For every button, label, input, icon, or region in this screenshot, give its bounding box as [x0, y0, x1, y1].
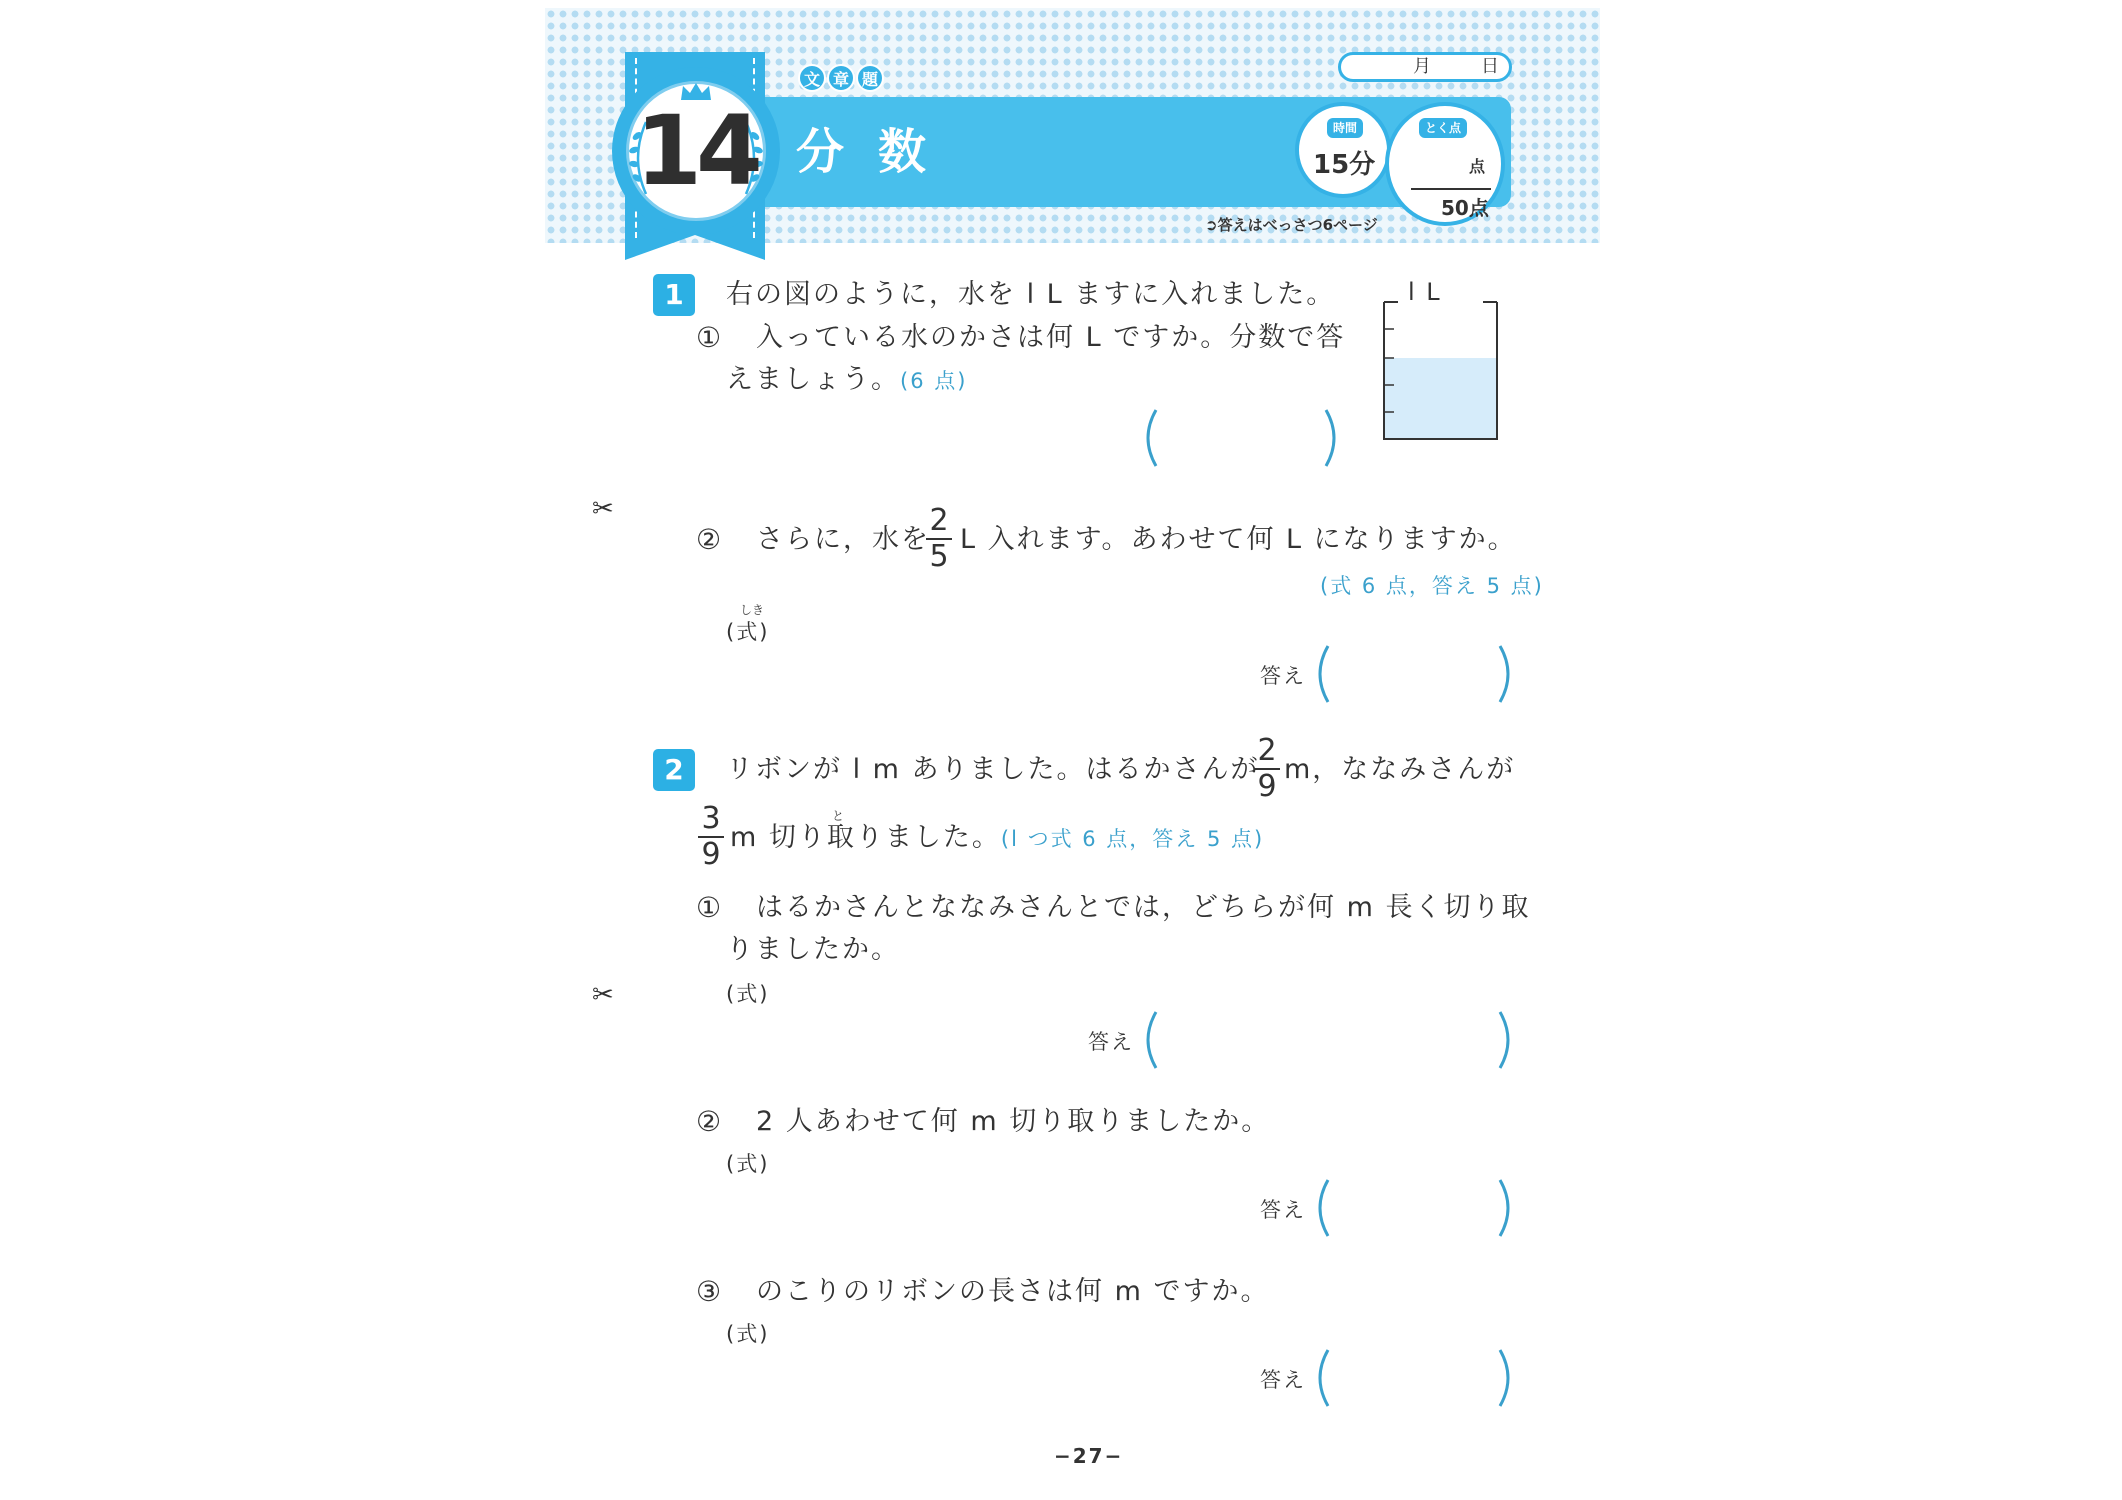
- scissors-icon: ✂: [592, 980, 614, 1010]
- category-char: 題: [856, 64, 884, 92]
- date-field[interactable]: [1338, 52, 1512, 82]
- answer-paren-left[interactable]: [1310, 1348, 1334, 1408]
- score-circle: [1385, 102, 1505, 226]
- container-label: l L: [1408, 278, 1442, 306]
- subquestion-mark: ③: [696, 1275, 722, 1308]
- score-unit: 点: [1469, 157, 1486, 176]
- question-number: 2: [653, 749, 695, 791]
- formula-label: (式): [726, 1322, 770, 1346]
- formula-label: (式): [726, 620, 770, 644]
- category-char: 章: [827, 64, 855, 92]
- answer-paren-left[interactable]: [1138, 1010, 1162, 1070]
- answer-paren-left[interactable]: [1310, 1178, 1334, 1238]
- subquestion-mark: ②: [696, 1105, 722, 1138]
- subquestion-text: はるかさんとななみさんとでは，どちらが何 m 長く切り取: [756, 892, 1531, 923]
- answer-label: 答え: [1260, 664, 1306, 688]
- time-label: 時間: [1327, 118, 1363, 138]
- subquestion-mark: ①: [696, 891, 722, 924]
- page-number: −27−: [1054, 1444, 1124, 1468]
- question-text: m，ななみさんが: [1284, 754, 1516, 785]
- fraction-numerator: 2: [1257, 733, 1277, 768]
- subquestion-text: 入っている水のかさは何 L ですか。分数で答: [756, 322, 1346, 353]
- time-circle: [1295, 102, 1391, 198]
- category-badge: [798, 64, 884, 92]
- fraction-numerator: 2: [929, 503, 949, 538]
- answer-label: 答え: [1260, 1368, 1306, 1392]
- scissors-icon: ✂: [592, 494, 614, 524]
- fraction-denominator: 9: [1257, 769, 1277, 804]
- date-month-label: 月: [1413, 56, 1431, 77]
- formula-label: (式): [726, 982, 770, 1006]
- date-day-label: 日: [1481, 56, 1499, 77]
- points-text: (式 6 点，答え 5 点): [1320, 574, 1544, 598]
- fraction-denominator: 9: [701, 837, 721, 872]
- page-title: 分数: [796, 124, 961, 180]
- score-max: 50点: [1441, 196, 1489, 220]
- score-divider: [1411, 188, 1491, 190]
- subquestion-text: りましたか。: [726, 934, 900, 965]
- time-value: 15分: [1313, 150, 1376, 180]
- score-label: とく点: [1419, 118, 1467, 138]
- category-char: 文: [798, 64, 826, 92]
- points-text: (6 点): [900, 369, 968, 393]
- question-text-line: m 切り取りました。: [730, 822, 1001, 853]
- answer-paren-right[interactable]: [1494, 1010, 1518, 1070]
- answer-paren-right[interactable]: [1494, 1178, 1518, 1238]
- answer-paren-right[interactable]: [1494, 1348, 1518, 1408]
- question-text: 右の図のように，水を l L ますに入れました。: [726, 279, 1336, 310]
- subquestion-text-line: えましょう。: [726, 364, 900, 395]
- subquestion-mark: ②: [696, 523, 722, 556]
- answer-paren-left: [1138, 408, 1162, 468]
- answer-paren-right[interactable]: [1494, 644, 1518, 704]
- question-number: 1: [653, 274, 695, 316]
- subquestion-text: [726, 360, 967, 401]
- fraction-denominator: 5: [929, 539, 949, 574]
- furigana: しき: [740, 603, 765, 617]
- answer-paren-right[interactable]: [1320, 408, 1344, 468]
- measuring-container: [1380, 298, 1502, 443]
- formula-label: (式): [726, 1152, 770, 1176]
- fraction: [1252, 734, 1282, 804]
- answer-reference: ➲答えはべっさつ6ページ: [1205, 216, 1378, 234]
- answer-paren-left[interactable]: [1310, 644, 1334, 704]
- points-text: (l つ式 6 点，答え 5 点): [1000, 827, 1265, 851]
- question-text: リボンが l m ありました。はるかさんが: [726, 754, 1260, 785]
- question-text: [730, 818, 1264, 859]
- subquestion-text: さらに，水を: [756, 524, 930, 555]
- fraction: [696, 802, 726, 872]
- subquestion-mark: ①: [696, 321, 722, 354]
- furigana: と: [832, 809, 845, 823]
- subquestion-text: L 入れます。あわせて何 L になりますか。: [960, 524, 1517, 555]
- fraction-numerator: 3: [701, 801, 721, 836]
- answer-label: 答え: [1088, 1030, 1134, 1054]
- subquestion-text: のこりのリボンの長さは何 m ですか。: [756, 1276, 1270, 1307]
- lesson-number: 14: [635, 95, 757, 207]
- answer-label: 答え: [1260, 1198, 1306, 1222]
- subquestion-text: 2 人あわせて何 m 切り取りましたか。: [756, 1106, 1271, 1137]
- fraction: [924, 504, 954, 574]
